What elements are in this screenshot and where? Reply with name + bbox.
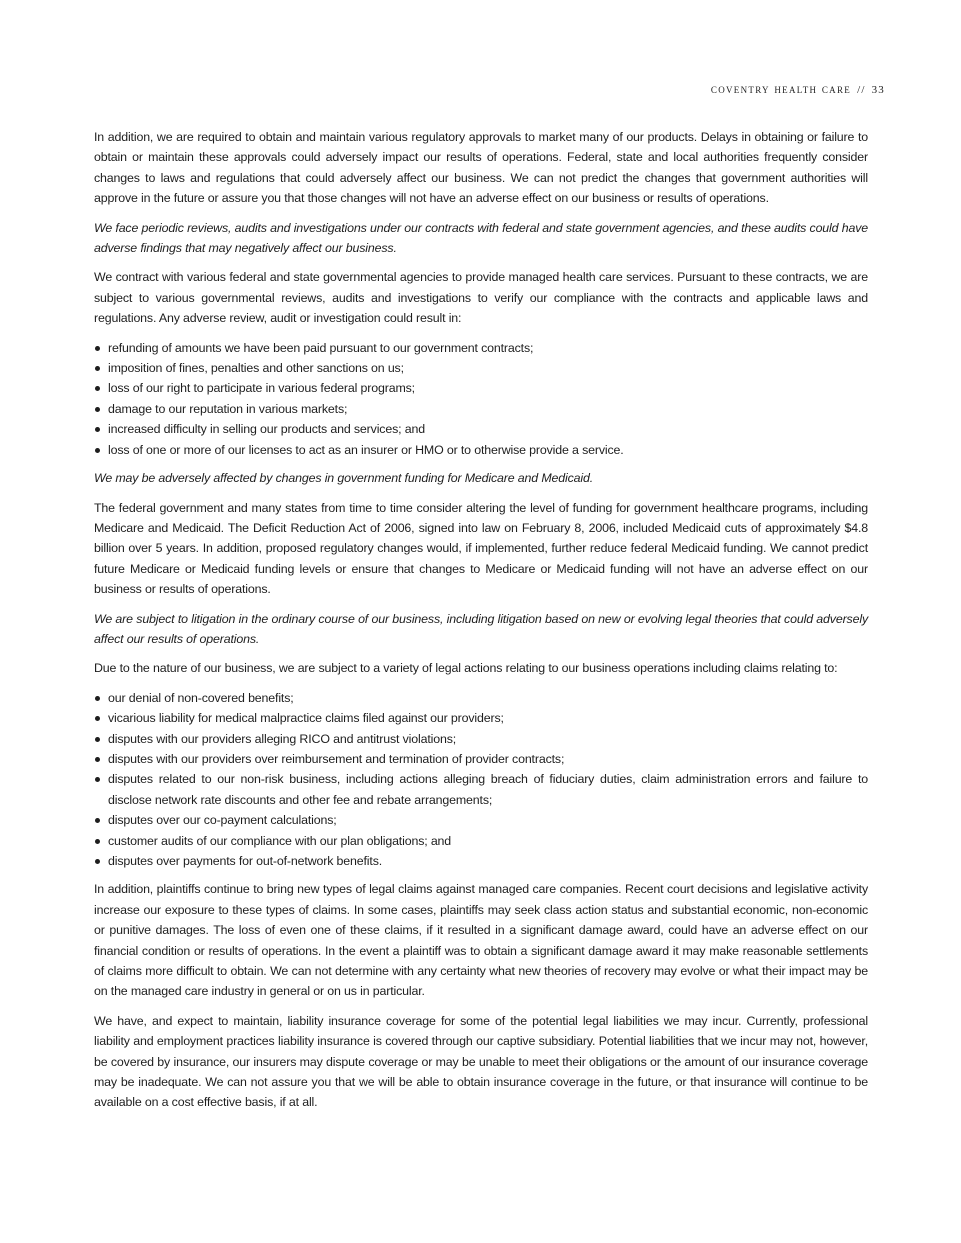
funding-heading: We may be adversely affected by changes in government funding for Medicare and Medicaid. xyxy=(94,471,594,486)
litigation-heading: We are subject to litigation in the ordinary course of our business, including litigation based on new or evolving legal theories that could adversely affect our results of operations. xyxy=(94,611,868,646)
audits-paragraph: We contract with various federal and state governmental agencies to provide managed health care services. Pursuant to these contracts, we are subject to various governmental reviews, audits and investigations to verify our compliance with the contracts and applicable laws and regulations. Any adverse review, audit or investigation could result in: xyxy=(94,270,868,326)
litigation-paragraph-2: In addition, plaintiffs continue to bring new types of legal claims against managed care companies. Recent court decisions and legislative activity increase our exposure to these types of claims. In some cases, plaintiffs may seek class action status and substantial economic, non-economic or punitive damages. The loss of even one of these claims, if it resulted in a significant damage award, could have an adverse effect on our financial condition or results of operations. In the event a plaintiff was to obtain a significant damage award it may make reasonable settlements of claims more difficult to obtain. We can not determine with any certainty what new theories of recovery may evolve or what their impact may be on the managed care industry in general or on us in particular. xyxy=(94,882,868,999)
list-item: disputes over payments for out-of-network benefits. xyxy=(94,851,868,871)
list-item: loss of our right to participate in various federal programs; xyxy=(94,378,868,398)
list-item: disputes related to our non-risk business, including actions alleging breach of fiduciary duties, claim administration errors and failure to disclose network rate discounts and other fee and rebate arrangements; xyxy=(94,769,868,810)
running-header xyxy=(711,81,885,97)
list-item: loss of one or more of our licenses to act as an insurer or HMO or to otherwise provide a service. xyxy=(94,440,868,460)
intro-paragraph: In addition, we are required to obtain and maintain various regulatory approvals to market many of our products. Delays in obtaining or failure to obtain or maintain these approvals could adversely impact our results of operations. Federal, state and local authorities frequently consider changes to laws and regulations that could adversely affect our business. We can not predict the changes that government authorities will approve in the future or assure you that those changes will not have an adverse effect on our business or results of operations. xyxy=(94,130,868,206)
audits-heading: We face periodic reviews, audits and investigations under our contracts with federal and state government agencies, and these audits could have adverse findings that may negatively affect our business. xyxy=(94,220,868,256)
audits-bullet-list xyxy=(94,338,868,460)
page-number: 33 xyxy=(871,84,885,96)
header-separator: // xyxy=(857,84,866,96)
litigation-bullet-list xyxy=(94,688,868,872)
list-item: disputes with our providers over reimbursement and termination of provider contracts; xyxy=(94,749,868,769)
insurance-paragraph: We have, and expect to maintain, liability insurance coverage for some of the potential legal liabilities we may incur. Currently, professional liability and employment practices liability insurance is covered through our captive subsidiary. Potential liabilities that we incur may not, however, be covered by insurance, our insurers may dispute coverage or may be unable to meet their obligations or the amount of our insurance coverage may be inadequate. We can not assure you that we will be able to obtain insurance coverage in the future, or that insurance will continue to be available on a cost effective basis, if at all. xyxy=(94,1013,868,1110)
page-body xyxy=(94,127,868,1122)
litigation-paragraph: Due to the nature of our business, we are subject to a variety of legal actions relating to our business operations including claims relating to: xyxy=(94,661,838,676)
company-name: coventry health care xyxy=(710,81,852,96)
list-item: damage to our reputation in various markets; xyxy=(94,399,868,419)
list-item: customer audits of our compliance with our plan obligations; and xyxy=(94,831,868,851)
list-item: our denial of non-covered benefits; xyxy=(94,688,868,708)
funding-paragraph: The federal government and many states from time to time consider altering the level of funding for government healthcare programs, including Medicare and Medicaid. The Deficit Reduction Act of 2006, signed into law on February 8, 2006, included Medicaid cuts of approximately $4.8 billion over 5 years. In addition, proposed regulatory changes would, if implemented, further reduce federal Medicaid funding. We cannot predict future Medicare or Medicaid funding levels or ensure that changes to Medicare or Medicaid funding will not have an adverse effect on our business or results of operations. xyxy=(94,500,868,597)
list-item: vicarious liability for medical malpractice claims filed against our providers; xyxy=(94,708,868,728)
list-item: refunding of amounts we have been paid pursuant to our government contracts; xyxy=(94,338,868,358)
list-item: disputes over our co-payment calculations; xyxy=(94,810,868,830)
list-item: imposition of fines, penalties and other sanctions on us; xyxy=(94,358,868,378)
list-item: increased difficulty in selling our products and services; and xyxy=(94,419,868,439)
list-item: disputes with our providers alleging RICO and antitrust violations; xyxy=(94,729,868,749)
